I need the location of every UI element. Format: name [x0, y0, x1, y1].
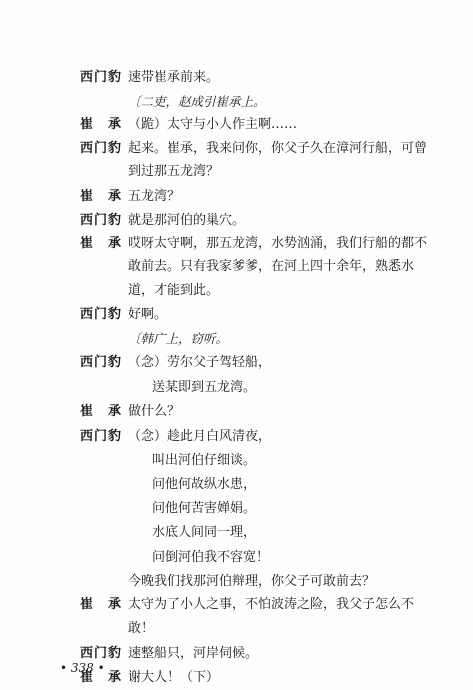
dialogue-text: 谢大人！（下） [128, 670, 220, 685]
dialogue-text: （念）趁此月白风清夜， [128, 429, 272, 444]
speaker-name: 崔 承 [80, 189, 123, 204]
speaker-name: 崔 承 [80, 117, 123, 132]
speaker-name: 崔 承 [80, 236, 123, 251]
dialogue-text: 就是那河伯的巢穴。 [128, 213, 246, 228]
verse-line: 问他何故纵水患， [152, 477, 257, 492]
continued-text: 敢前去。只有我家爹爹，在河上四十余年，熟悉水 [128, 259, 415, 274]
speaker-name: 西门豹 [80, 213, 123, 228]
speaker-name: 西门豹 [80, 355, 123, 370]
speaker-name: 西门豹 [80, 141, 123, 156]
dialogue-text: 做什么？ [128, 404, 181, 419]
speaker-name: 崔 承 [80, 597, 123, 612]
speaker-name: 西门豹 [80, 646, 123, 661]
verse-line: 问他何苦害婵娟。 [152, 501, 257, 516]
speaker-name: 西门豹 [80, 70, 123, 85]
page-number: • 338 • [60, 661, 105, 675]
speaker-name: 西门豹 [80, 429, 123, 444]
verse-line: 水底人间同一理， [152, 525, 257, 540]
dialogue-text: 好啊。 [128, 307, 168, 322]
dialogue-text: 哎呀太守啊，那五龙湾，水势汹涌，我们行船的都不 [128, 236, 428, 251]
continued-text: 敢！ [128, 621, 155, 636]
stage-direction: 〔韩广上，窃听。 [128, 331, 229, 346]
continued-text: 今晚我们找那河伯辩理，你父子可敢前去？ [128, 574, 376, 589]
stage-direction: 〔二吏，赵成引崔承上。 [128, 94, 266, 109]
verse-line: 叫出河伯仔细谈。 [152, 453, 257, 468]
dialogue-text: 五龙湾？ [128, 189, 181, 204]
verse-line: 送某即到五龙湾。 [152, 380, 257, 395]
speaker-name: 崔 承 [80, 404, 123, 419]
speaker-name: 崔 承 [80, 670, 123, 685]
dialogue-text: （念）劳尔父子驾轻船， [128, 355, 272, 370]
dialogue-text: （跪）太守与小人作主啊…… [128, 117, 298, 132]
dialogue-text: 太守为了小人之事，不怕波涛之险，我父子怎么不 [128, 597, 415, 612]
dialogue-text: 速带崔承前来。 [128, 70, 220, 85]
dialogue-text: 速整船只，河岸伺候。 [128, 646, 259, 661]
continued-text: 道，才能到此。 [128, 283, 220, 298]
dialogue-text: 起来。崔承，我来问你，你父子久在漳河行船，可曾 [128, 141, 428, 156]
continued-text: 到过那五龙湾？ [128, 164, 220, 179]
speaker-name: 西门豹 [80, 307, 123, 322]
verse-line: 问倒河伯我不容宽！ [152, 550, 270, 565]
